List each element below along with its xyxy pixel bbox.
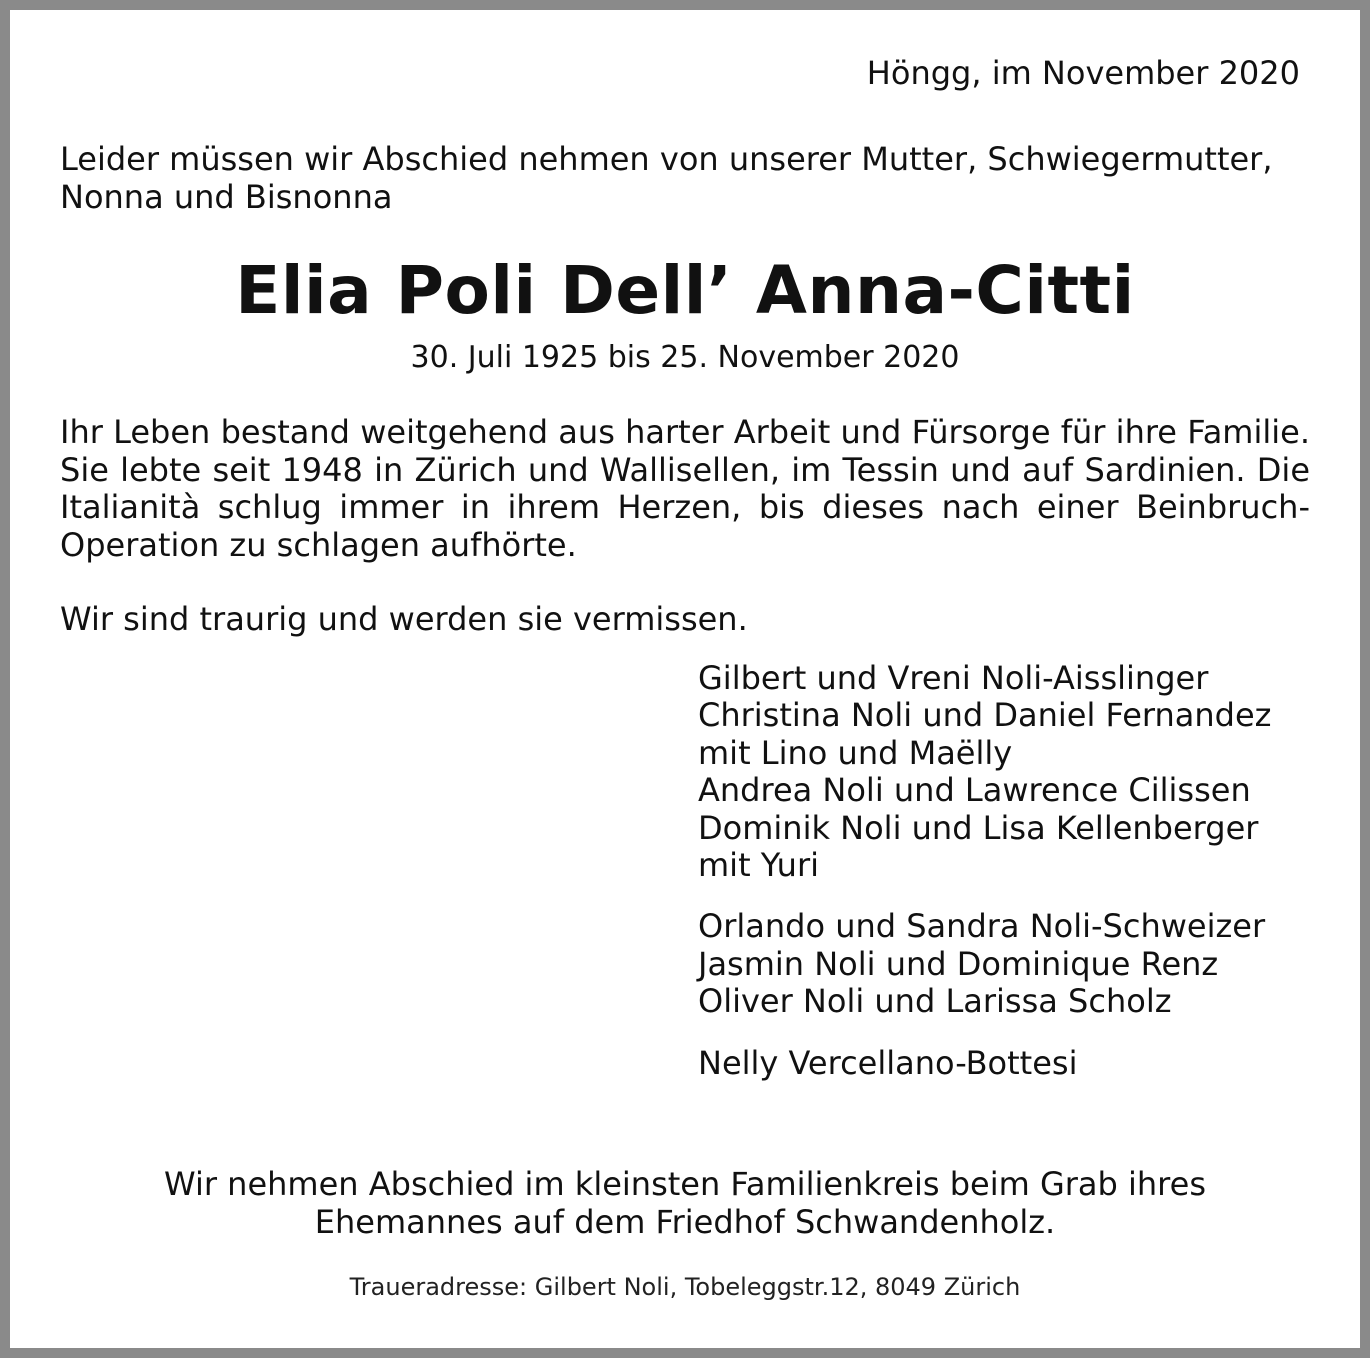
mourning-address: Traueradresse: Gilbert Noli, Tobeleggstr.12, 8049 Zürich <box>349 1273 1021 1301</box>
intro-line: Leider müssen wir Abschied nehmen von unserer Mutter, Schwiegermutter, <box>60 140 1273 178</box>
closing-sentence: Wir sind traurig und werden sie vermissen. <box>60 600 748 638</box>
mourner-group <box>698 1045 1338 1082</box>
deceased-name: Elia Poli Dell’ Anna-Citti <box>235 252 1135 329</box>
ceremony-notice <box>10 1165 1360 1241</box>
intro-line: Nonna und Bisnonna <box>60 178 393 216</box>
mourner-line: Nelly Vercellano-Bottesi <box>698 1043 1078 1082</box>
mourners-list <box>698 660 1338 1082</box>
biography-paragraph: Ihr Leben bestand weitgehend aus harter Arbeit und Fürsorge für ihre Familie. Sie lebte seit 1948 in Zürich und Wallisellen, im Tessin und auf Sardinien. Die Italianità schlug immer in ihrem Herzen, bis dieses nach einer Beinbruch-Operation zu schlagen aufhörte. <box>60 413 1310 564</box>
mourner-line: Gilbert und Vreni Noli-Aisslinger <box>698 659 1209 697</box>
place-date: Höngg, im November 2020 <box>866 54 1300 92</box>
mourner-line: mit Yuri <box>698 846 819 885</box>
mourner-line: Oliver Noli und Larissa Scholz <box>698 982 1172 1021</box>
mourner-group <box>698 908 1338 1020</box>
intro-text <box>60 140 1310 216</box>
obituary-notice <box>10 10 1360 1348</box>
mourner-group <box>698 660 1338 884</box>
mourner-line: Andrea Noli und Lawrence Cilissen <box>698 771 1251 810</box>
mourner-line: Orlando und Sandra Noli-Schweizer <box>698 907 1266 946</box>
ceremony-line: Ehemannes auf dem Friedhof Schwandenholz. <box>314 1203 1056 1241</box>
mourner-line: Jasmin Noli und Dominique Renz <box>698 944 1219 983</box>
mourner-line: Dominik Noli und Lisa Kellenberger <box>698 808 1259 847</box>
ceremony-line: Wir nehmen Abschied im kleinsten Familienkreis beim Grab ihres <box>164 1165 1206 1203</box>
mourner-line: mit Lino und Maëlly <box>698 733 1013 772</box>
life-dates: 30. Juli 1925 bis 25. November 2020 <box>410 340 960 375</box>
mourner-line: Christina Noli und Daniel Fernandez <box>698 696 1272 735</box>
